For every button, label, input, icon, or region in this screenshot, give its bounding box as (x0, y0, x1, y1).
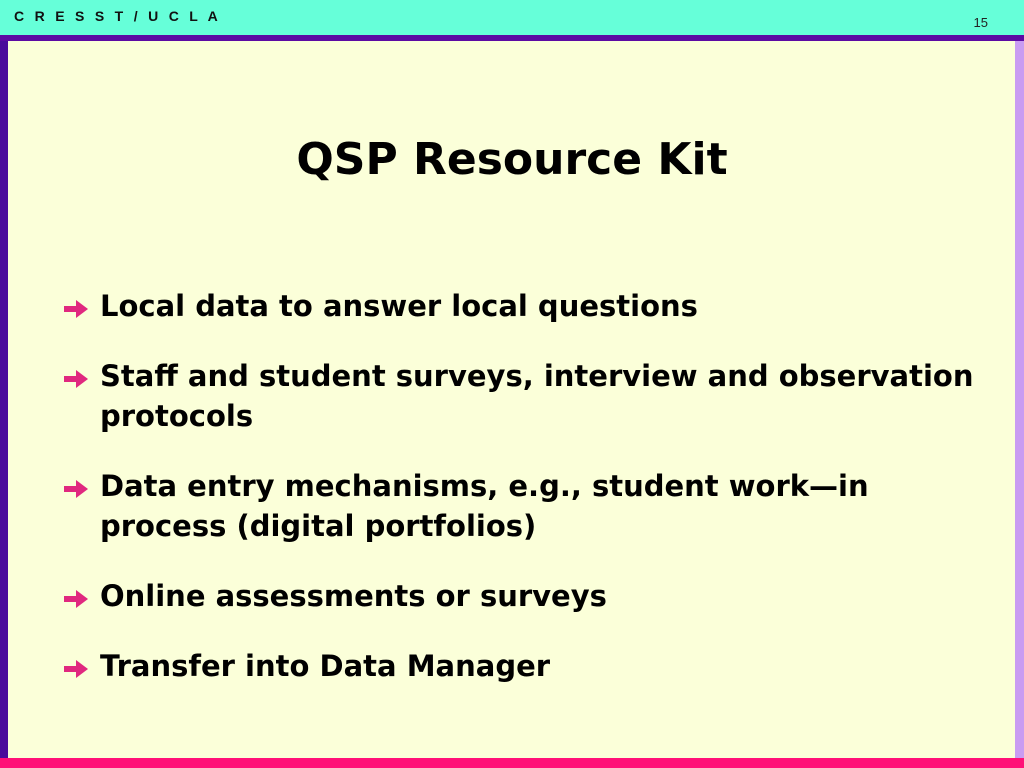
bullet-text: Staff and student surveys, interview and observation protocols (100, 359, 974, 433)
bullet-text: Local data to answer local questions (100, 289, 698, 323)
right-arrow-icon (62, 478, 90, 500)
bullet-item (62, 286, 982, 326)
bullet-text: Online assessments or surveys (100, 579, 607, 613)
right-arrow-icon (62, 368, 90, 390)
slide-title: QSP Resource Kit (296, 134, 728, 185)
organization-label: C R E S S T / U C L A (14, 8, 221, 24)
bullet-text: Data entry mechanisms, e.g., student work—in process (digital portfolios) (100, 469, 869, 543)
bullet-item (62, 466, 982, 546)
right-arrow-icon (62, 588, 90, 610)
right-arrow-icon (62, 298, 90, 320)
bullet-item (62, 576, 982, 616)
header-rule (0, 35, 1024, 41)
bullet-item (62, 646, 982, 686)
bullet-text: Transfer into Data Manager (100, 649, 551, 683)
bullet-item (62, 356, 982, 436)
bullet-list (62, 286, 982, 716)
footer-rule (0, 758, 1024, 768)
right-arrow-icon (62, 658, 90, 680)
page-number: 15 (973, 15, 988, 30)
